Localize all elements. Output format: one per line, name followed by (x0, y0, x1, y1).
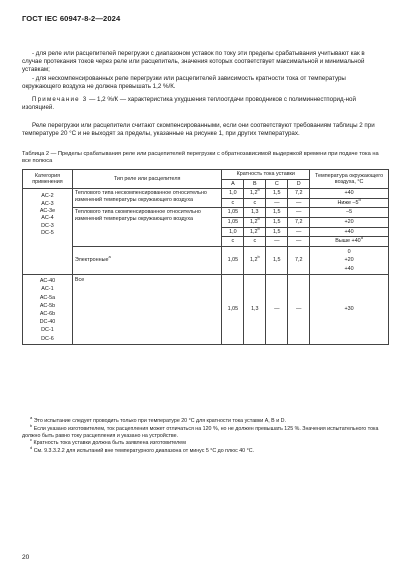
page-number: 20 (22, 554, 30, 561)
footnote-b: $^b$ Если указано изготовителем, ток расцепления может отличаться на 120 %, но не должен превышать 125 %. Значения испытательного тока должно быть равно току расцепления и указано на устройстве. (22, 422, 379, 439)
col-category-header: Категория применения (23, 170, 73, 189)
table-row: Теплового типа скомпенсированное относительно изменений температуры окружающего воздуха 1,05 1,3 1,5 — –5 (23, 208, 389, 218)
paragraph-1: - для реле или расцепителей перегрузки с диапазоном уставок по току эти пределы срабатывания учитывают как в случае протекания токов через реле или расцепитель, значения которых соответствует максимальной и минимальной уставкам; (22, 50, 365, 74)
category-group-1: AC-2 AC-3 AC-3e AC-4 DC-3 DC-5 (23, 189, 73, 275)
category-group-2: AC-40 AC-1 AC-5a AC-5b AC-6b DC-40 DC-1 DC-6 (23, 275, 73, 345)
table-row: c c — — Ниже –5$^d$ (23, 198, 389, 208)
note-text: — 1,2 %/К — характеристика ухудшения теплоотдачи проводников с полиминнестпорид-ной изоляцией. (22, 96, 356, 112)
note-label: Примечание 3 (32, 96, 88, 103)
paragraph-2: - для нескомпенсированных реле перегрузки или расцепителей зависимость кратности тока от температуры окружающего воздуха не должна превышать 1,2 %/К. (22, 75, 346, 91)
col-type-header: Тип реле или расцепителя (72, 170, 221, 189)
table-row: AC-2 AC-3 AC-3e AC-4 DC-3 DC-5 Теплового типа нескомпенсированное относительно изменений температуры окружающего воздуха 1,0 1,2$^b$ 1,5 7,2 +40 (23, 189, 389, 199)
table-row: 1,0 1,2$^b$ 1,5 — +40 (23, 227, 389, 237)
table-row: AC-40 AC-1 AC-5a AC-5b AC-6b DC-40 DC-1 DC-6 Все 1,05 1,3 — — +30 (23, 275, 389, 345)
type-noncompensated: Теплового типа нескомпенсированное относительно изменений температуры окружающего воздуха (72, 189, 221, 208)
table-row: c c — — Выше $+40^d$ (23, 237, 389, 247)
table-header-row (23, 170, 389, 180)
col-C-header: C (266, 179, 288, 189)
footnotes (22, 415, 386, 455)
type-all: Все (72, 275, 221, 345)
table-row: 1,05 1,2$^b$ 1,5 7,2 +20 (23, 217, 389, 227)
type-electronic: Электронные$^a$ (72, 246, 221, 275)
col-D-header: D (288, 179, 310, 189)
table-row: Электронные$^a$ 1,05 1,2$^b$ 1,5 7,2 0 +20 +40 (23, 246, 389, 275)
col-B-header: B (244, 179, 266, 189)
type-compensated: Теплового типа скомпенсированное относительно изменений температуры окружающего воздуха (72, 208, 221, 246)
paragraph-3: Реле перегрузки или расцепители считают скомпенсированными, если они соответствуют требованиям таблицы 2 при температуре 20 °С и не выходят за пределы, указанные на рисунке 1, при других температурах. (22, 122, 375, 138)
footnote-a: $^a$ Это испытание следует проводить только при температуре 20 °С для кратности тока уставки A, B и D. (30, 415, 286, 424)
footnote-d: $^d$ См. 9.3.3.2.2 для испытаний вне температурного диапазона от минус 5 °С до плюс 40 °С. (30, 444, 255, 454)
footnote-c: $^c$ Кратность тока уставки должна быть заявлена изготовителем (30, 437, 186, 446)
table-caption: Таблица 2 — Пределы срабатывания реле или расцепителей перегрузки с обратнозависимой выдержкой времени при подаче тока на все полюса (22, 151, 379, 165)
col-A-header: A (222, 179, 244, 189)
limits-table (22, 169, 389, 345)
note-3 (22, 96, 386, 112)
col-temp-header: Температура окружающего воздуха, °С (310, 170, 389, 189)
document-header: ГОСТ IEC 60947-8-2—2024 (22, 14, 121, 23)
col-multiples-header: Кратность тока уставки (222, 170, 310, 180)
